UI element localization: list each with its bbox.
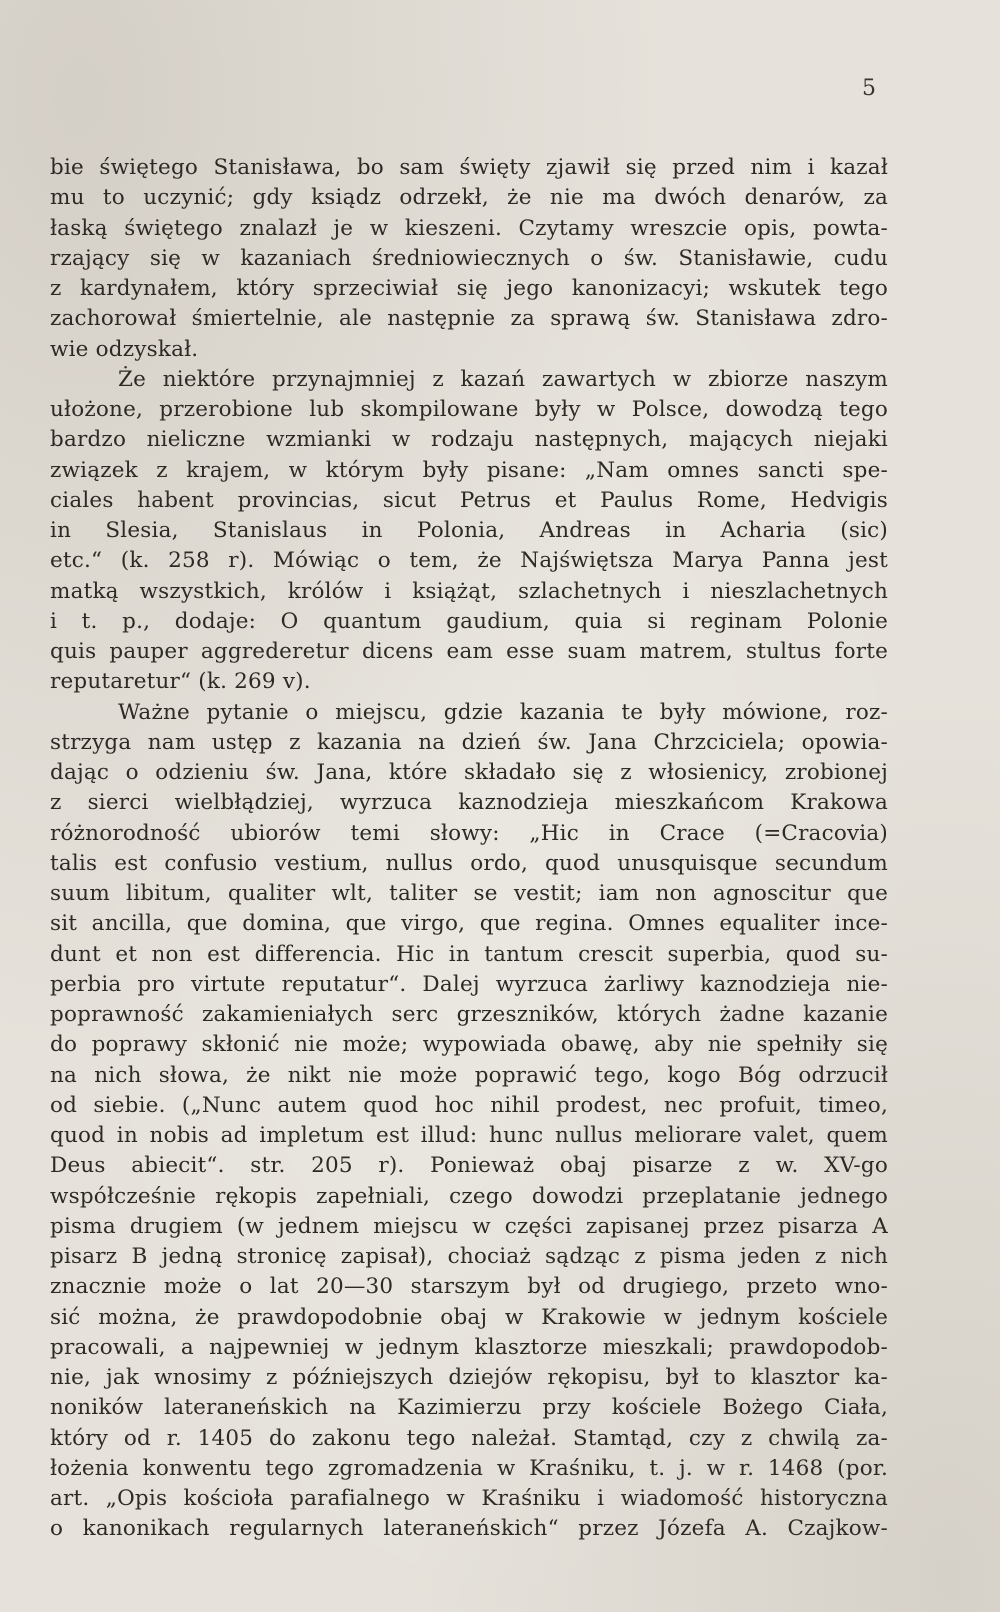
- text-line: pisma drugiem (w jednem miejscu w części zapisanej przez pisarza A: [50, 1213, 888, 1239]
- text-line: etc.“ (k. 258 r). Mówiąc o tem, że Najświętsza Marya Panna jest: [50, 548, 888, 574]
- text-line: zachorował śmiertelnie, ale następnie za sprawą św. Stanisława zdro-: [50, 306, 888, 332]
- text-line: talis est confusio vestium, nullus ordo, quod unusquisque secundum: [50, 850, 888, 876]
- text-line: różnorodność ubiorów temi słowy: „Hic in Crace (=Cracovia): [50, 820, 888, 846]
- text-line: znacznie może o lat 20—30 starszym był od drugiego, przeto wno-: [50, 1274, 888, 1300]
- text-line: do poprawy skłonić nie może; wypowiada obawę, aby nie spełniły się: [50, 1032, 888, 1058]
- text-line: perbia pro virtute reputatur“. Dalej wyrzuca żarliwy kaznodzieja nie-: [50, 971, 888, 997]
- text-line: Deus abiecit“. str. 205 r). Ponieważ obaj pisarze z w. XV-go: [50, 1153, 888, 1179]
- text-line: który od r. 1405 do zakonu tego należał. Stamtąd, czy z chwilą za-: [50, 1425, 888, 1451]
- text-line: na nich słowa, że nikt nie może poprawić tego, kogo Bóg odrzucił: [50, 1062, 888, 1088]
- text-line: nie, jak wnosimy z późniejszych dziejów rękopisu, był to klasztor ka-: [50, 1365, 888, 1390]
- text-line: z sierci wielbłądziej, wyrzuca kaznodzieja mieszkańcom Krakowa: [50, 790, 888, 816]
- text-line: quis pauper aggrederetur dicens eam esse suam matrem, stultus forte: [50, 639, 888, 664]
- text-line: strzyga nam ustęp z kazania na dzień św. Jana Chrzciciela; opowia-: [50, 729, 888, 755]
- text-line: z kardynałem, który sprzeciwiał się jego kanonizacyi; wskutek tego: [50, 276, 888, 301]
- text-line: ciales habent provincias, sicut Petrus et Paulus Rome, Hedvigis: [50, 487, 888, 513]
- text-line: współcześnie rękopis zapełniali, czego dowodzi przeplatanie jednego: [50, 1183, 888, 1209]
- text-line: bardzo nieliczne wzmianki w rodzaju następnych, mających niejaki: [50, 427, 888, 453]
- text-line: łaską świętego znalazł je w kieszeni. Czytamy wreszcie opis, powta-: [50, 215, 888, 241]
- text-line: związek z krajem, w którym były pisane: „Nam omnes sancti spe-: [50, 457, 888, 483]
- text-line: dunt et non est differencia. Hic in tantum crescit superbia, quod su-: [50, 941, 888, 967]
- text-line: reputaretur“ (k. 269 v).: [50, 669, 311, 695]
- text-line: ułożone, przerobione lub skompilowane były w Polsce, dowodzą tego: [50, 397, 888, 422]
- text-line: o kanonikach regularnych lateraneńskich“ przez Józefa A. Czajkow-: [50, 1516, 888, 1542]
- text-line: matką wszystkich, królów i książąt, szlachetnych i nieszlachetnych: [50, 578, 888, 604]
- text-line: pisarz B jedną stronicę zapisał), chociaż sądząc z pisma jeden z nich: [50, 1244, 888, 1269]
- text-line: Ważne pytanie o miejscu, gdzie kazania te były mówione, roz-: [118, 699, 888, 725]
- page-number: 5: [862, 76, 876, 101]
- text-line: in Slesia, Stanislaus in Polonia, Andreas in Acharia (sic): [50, 518, 888, 543]
- text-line: sit ancilla, que domina, que virgo, que regina. Omnes equaliter ince-: [50, 911, 888, 937]
- text-line: sić można, że prawdopodobnie obaj w Krakowie w jednym kościele: [50, 1304, 888, 1330]
- text-line: wie odzyskał.: [50, 336, 199, 362]
- text-line: art. „Opis kościoła parafialnego w Kraśniku i wiadomość historyczna: [50, 1486, 888, 1511]
- text-line: quod in nobis ad impletum est illud: hunc nullus meliorare valet, quem: [50, 1123, 888, 1148]
- text-line: rzający się w kazaniach średniowiecznych o św. Stanisławie, cudu: [50, 245, 888, 271]
- text-line: Że niektóre przynajmniej z kazań zawartych w zbiorze naszym: [118, 366, 888, 392]
- text-line: mu to uczynić; gdy ksiądz odrzekł, że nie ma dwóch denarów, za: [50, 185, 888, 211]
- text-line: pracowali, a najpewniej w jednym klasztorze mieszkali; prawdopodob-: [50, 1334, 888, 1360]
- text-line: dając o odzieniu św. Jana, które składało się z włosienicy, zrobionej: [50, 760, 888, 785]
- text-line: od siebie. („Nunc autem quod hoc nihil prodest, nec profuit, timeo,: [50, 1092, 888, 1118]
- body-text: [50, 153, 888, 1545]
- text-line: i t. p., dodaje: O quantum gaudium, quia si reginam Polonie: [50, 608, 888, 634]
- text-line: noników lateraneńskich na Kazimierzu przy kościele Bożego Ciała,: [50, 1395, 888, 1421]
- text-line: suum libitum, qualiter wlt, taliter se vestit; iam non agnoscitur que: [50, 881, 888, 906]
- text-line: bie świętego Stanisława, bo sam święty zjawił się przed nim i kazał: [50, 155, 888, 180]
- text-line: poprawność zakamieniałych serc grzeszników, których żadne kazanie: [50, 1002, 888, 1027]
- text-line: łożenia konwentu tego zgromadzenia w Kraśniku, t. j. w r. 1468 (por.: [50, 1455, 888, 1481]
